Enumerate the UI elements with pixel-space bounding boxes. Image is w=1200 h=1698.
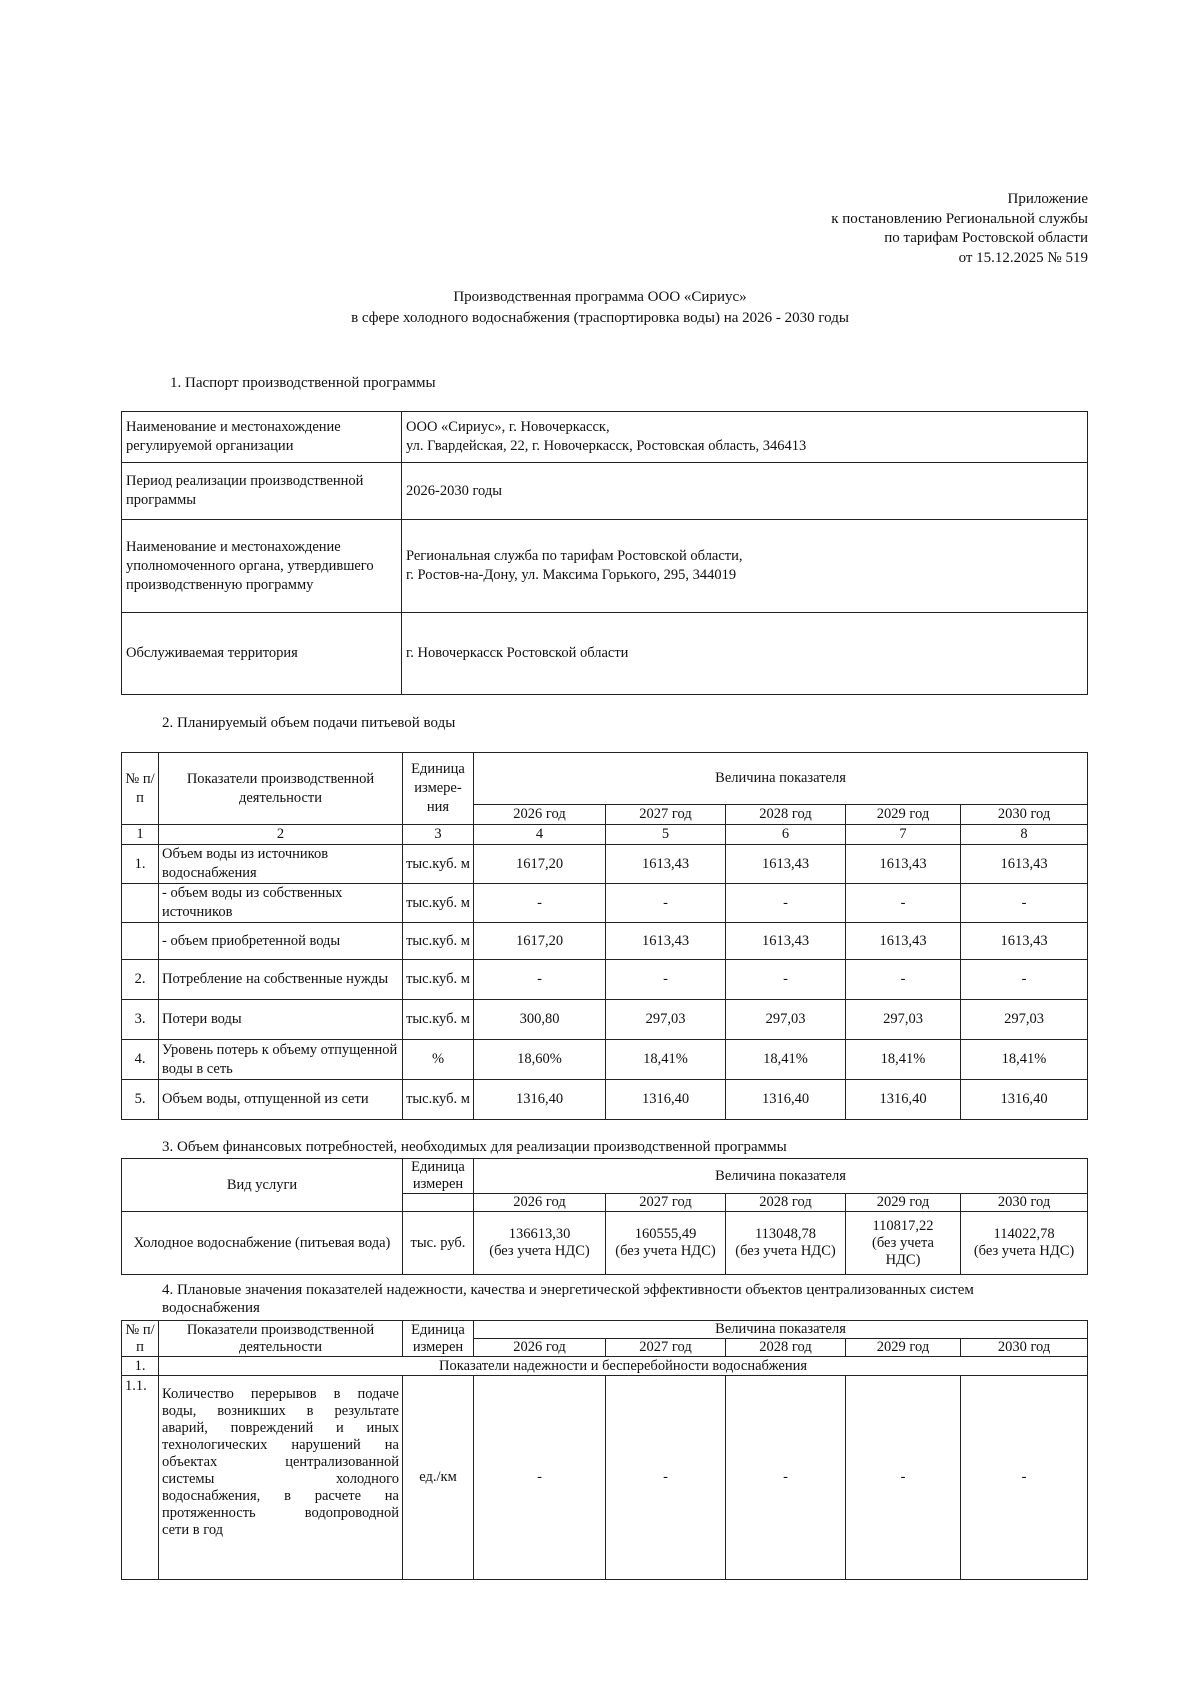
row-name: Объем воды из источников водоснабжения (159, 845, 403, 884)
row-value: 1613,43 (726, 923, 846, 960)
passport-label (122, 463, 402, 520)
cost-amount: 136613,30 (508, 1226, 571, 1242)
label-line: Наименование и местонахождение (126, 419, 341, 435)
row-value: 297,03 (846, 1000, 961, 1040)
reliability-table (121, 1320, 1088, 1580)
appendix-line: Приложение (1007, 191, 1088, 207)
header-num: № п/п (122, 753, 159, 825)
year-header: 2029 год (846, 1339, 961, 1357)
passport-row (122, 613, 1088, 695)
row-name-line: системы холодного (162, 1471, 399, 1487)
passport-label (122, 412, 402, 463)
value-line: Региональная служба по тарифам Ростовской области, (406, 548, 743, 564)
row-unit: % (403, 1040, 474, 1080)
row-value: 297,03 (606, 1000, 726, 1040)
row-unit: тыс.куб. м (403, 884, 474, 923)
cost-note: (без учета (872, 1234, 934, 1251)
row-value: - (474, 960, 606, 1000)
header-value: Величина показателя (474, 1321, 1088, 1339)
row-value: - (726, 884, 846, 923)
passport-value (402, 463, 1088, 520)
passport-label (122, 613, 402, 695)
row-name-line: объектах централизованной (162, 1454, 399, 1470)
table-row (122, 1376, 1088, 1580)
row-value: - (474, 1376, 606, 1580)
row-value: 1617,20 (474, 845, 606, 884)
header-value: Величина показателя (474, 1159, 1088, 1194)
row-value: 18,41% (846, 1040, 961, 1080)
label-line: производственную программу (126, 576, 314, 593)
row-unit: тыс.куб. м (403, 1080, 474, 1120)
section4-heading (162, 1281, 974, 1317)
year-header: 2028 год (726, 805, 846, 825)
row-value: 1613,43 (726, 845, 846, 884)
value-line: г. Ростов-на-Дону, ул. Максима Горького, 295, 344019 (406, 567, 737, 583)
value-line: г. Новочеркасск Ростовской области (406, 645, 629, 661)
passport-row (122, 463, 1088, 520)
year-header: 2030 год (961, 1339, 1088, 1357)
row-name-line: водоснабжения, в расчете на (162, 1488, 399, 1504)
year-header: 2030 год (961, 1194, 1088, 1212)
row-name: - объем приобретенной воды (159, 923, 403, 960)
passport-value (402, 412, 1088, 463)
water-volume-table (121, 752, 1088, 1120)
row-name: Потери воды (159, 1000, 403, 1040)
row-value: 1617,20 (474, 923, 606, 960)
row-value: 1316,40 (846, 1080, 961, 1120)
row-value: - (961, 884, 1088, 923)
row-name-line: Количество перерывов в подаче (162, 1386, 399, 1402)
appendix-line: от 15.12.2025 № 519 (958, 249, 1088, 266)
row-value: - (846, 1376, 961, 1580)
year-header: 2028 год (726, 1194, 846, 1212)
row-num: 1.1. (122, 1376, 159, 1580)
row-value: 297,03 (726, 1000, 846, 1040)
table-row (122, 960, 1088, 1000)
header-num: № п/п (122, 1321, 159, 1357)
table-row (122, 923, 1088, 960)
service-name: Холодное водоснабжение (питьевая вода) (122, 1212, 403, 1275)
row-name: - объем воды из собственных источников (159, 884, 403, 923)
service-unit: тыс. руб. (403, 1212, 474, 1275)
column-number: 1 (122, 825, 159, 845)
passport-value (402, 613, 1088, 695)
row-num: 1. (122, 845, 159, 884)
passport-label (122, 520, 402, 613)
row-num: 2. (122, 960, 159, 1000)
appendix-block (831, 190, 1088, 268)
section4-heading-line: водоснабжения (162, 1300, 260, 1316)
group-num: 1. (122, 1357, 159, 1376)
row-name: Объем воды, отпущенной из сети (159, 1080, 403, 1120)
appendix-line: по тарифам Ростовской области (884, 230, 1088, 246)
label-line: Период реализации производственной (126, 473, 364, 489)
row-unit: ед./км (403, 1376, 474, 1580)
row-value: 1316,40 (606, 1080, 726, 1120)
row-value: 1613,43 (606, 845, 726, 884)
row-value: 1316,40 (726, 1080, 846, 1120)
row-num (122, 923, 159, 960)
cost-value (961, 1212, 1088, 1275)
cost-note: (без учета НДС) (615, 1243, 716, 1259)
document-title (0, 287, 1200, 329)
row-name-line: сети в год (162, 1522, 224, 1538)
row-unit: тыс.куб. м (403, 845, 474, 884)
year-header: 2027 год (606, 805, 726, 825)
cost-note: НДС) (885, 1251, 921, 1268)
row-value: 18,41% (726, 1040, 846, 1080)
financial-table (121, 1158, 1088, 1275)
group-row (122, 1357, 1088, 1376)
value-line: ул. Гвардейская, 22, г. Новочеркасск, Ростовская область, 346413 (406, 438, 807, 454)
section4-heading-line: 4. Плановые значения показателей надежности, качества и энергетической эффективности объектов централизованных систем (162, 1282, 974, 1298)
year-header: 2026 год (474, 805, 606, 825)
row-value: - (846, 884, 961, 923)
header-unit: Единица измерен (403, 1159, 474, 1194)
year-header: 2030 год (961, 805, 1088, 825)
appendix-line: к постановлению Региональной службы (831, 210, 1088, 227)
row-num (122, 884, 159, 923)
section3-heading: 3. Объем финансовых потребностей, необходимых для реализации производственной программы (162, 1139, 787, 1155)
row-value: - (726, 960, 846, 1000)
column-number: 5 (606, 825, 726, 845)
table-row (122, 845, 1088, 884)
row-value: - (961, 1376, 1088, 1580)
row-name (159, 1376, 403, 1580)
passport-row (122, 520, 1088, 613)
header-unit-cont (403, 1194, 474, 1212)
passport-table (121, 411, 1088, 695)
cost-amount: 113048,78 (754, 1226, 817, 1242)
column-number: 7 (846, 825, 961, 845)
row-value: - (606, 960, 726, 1000)
header-unit: Единица измере-ния (403, 753, 474, 825)
year-header: 2027 год (606, 1339, 726, 1357)
header-indicator: Показатели производственной деятельности (159, 753, 403, 825)
year-header: 2029 год (846, 1194, 961, 1212)
row-name-line: аварий, повреждений и иных (162, 1420, 399, 1436)
column-number: 2 (159, 825, 403, 845)
cost-note: (без учета НДС) (489, 1243, 590, 1259)
cost-value (474, 1212, 606, 1275)
row-num: 5. (122, 1080, 159, 1120)
row-value: 1613,43 (961, 845, 1088, 884)
section2-heading: 2. Планируемый объем подачи питьевой воды (162, 715, 456, 731)
header-indicator: Показатели производственной деятельности (159, 1321, 403, 1357)
value-line: 2026-2030 годы (406, 482, 502, 499)
year-header: 2028 год (726, 1339, 846, 1357)
row-value: 18,41% (961, 1040, 1088, 1080)
label-line: регулируемой организации (126, 438, 294, 454)
row-unit: тыс.куб. м (403, 923, 474, 960)
passport-value (402, 520, 1088, 613)
title-line-1: Производственная программа ООО «Сириус» (453, 289, 747, 305)
table-row (122, 1080, 1088, 1120)
row-value: - (474, 884, 606, 923)
row-unit: тыс.куб. м (403, 1000, 474, 1040)
cost-note: (без учета НДС) (735, 1243, 836, 1259)
cost-value (846, 1212, 961, 1275)
row-value: - (606, 884, 726, 923)
table-row (122, 884, 1088, 923)
row-value: 1613,43 (606, 923, 726, 960)
row-value: - (726, 1376, 846, 1580)
row-name: Уровень потерь к объему отпущенной воды в сеть (159, 1040, 403, 1080)
cost-amount: 160555,49 (634, 1226, 697, 1242)
year-header: 2026 год (474, 1194, 606, 1212)
cost-amount: 110817,22 (872, 1217, 934, 1234)
row-value: 1613,43 (846, 845, 961, 884)
cost-amount: 114022,78 (993, 1226, 1055, 1242)
row-value: - (846, 960, 961, 1000)
year-header: 2027 год (606, 1194, 726, 1212)
header-value: Величина показателя (474, 753, 1088, 805)
column-number: 3 (403, 825, 474, 845)
row-name-line: воды, возникших в результате (162, 1403, 399, 1419)
column-number: 8 (961, 825, 1088, 845)
value-line: ООО «Сириус», г. Новочеркасск, (406, 419, 610, 435)
header-unit: Единица измерен (403, 1321, 474, 1357)
cost-note: (без учета НДС) (973, 1243, 1075, 1259)
year-header: 2026 год (474, 1339, 606, 1357)
cost-value (606, 1212, 726, 1275)
column-number: 4 (474, 825, 606, 845)
header-service: Вид услуги (122, 1159, 403, 1212)
row-value: 18,41% (606, 1040, 726, 1080)
row-name-line: протяженность водопроводной (162, 1505, 399, 1521)
row-value: 297,03 (961, 1000, 1088, 1040)
row-value: - (961, 960, 1088, 1000)
group-title: Показатели надежности и бесперебойности водоснабжения (159, 1357, 1088, 1376)
row-name-line: технологических нарушений на (162, 1437, 399, 1453)
label-line: Наименование и местонахождение (126, 538, 341, 555)
row-value: 300,80 (474, 1000, 606, 1040)
table-row (122, 1040, 1088, 1080)
row-value: 1316,40 (474, 1080, 606, 1120)
row-value: 18,60% (474, 1040, 606, 1080)
column-numbers-row (122, 825, 1088, 845)
row-num: 4. (122, 1040, 159, 1080)
row-value: 1613,43 (846, 923, 961, 960)
passport-row (122, 412, 1088, 463)
table-row (122, 1000, 1088, 1040)
row-unit: тыс.куб. м (403, 960, 474, 1000)
title-line-2: в сфере холодного водоснабжения (траспортировка воды) на 2026 - 2030 годы (351, 310, 849, 326)
row-name: Потребление на собственные нужды (159, 960, 403, 1000)
row-value: 1613,43 (961, 923, 1088, 960)
row-value: - (606, 1376, 726, 1580)
label-line: Обслуживаемая территория (126, 645, 298, 661)
label-line: программы (126, 492, 196, 508)
section1-heading: 1. Паспорт производственной программы (170, 375, 436, 391)
cost-value (726, 1212, 846, 1275)
label-line: уполномоченного органа, утвердившего (126, 557, 374, 574)
year-header: 2029 год (846, 805, 961, 825)
table-row (122, 1212, 1088, 1275)
row-value: 1316,40 (961, 1080, 1088, 1120)
row-num: 3. (122, 1000, 159, 1040)
column-number: 6 (726, 825, 846, 845)
